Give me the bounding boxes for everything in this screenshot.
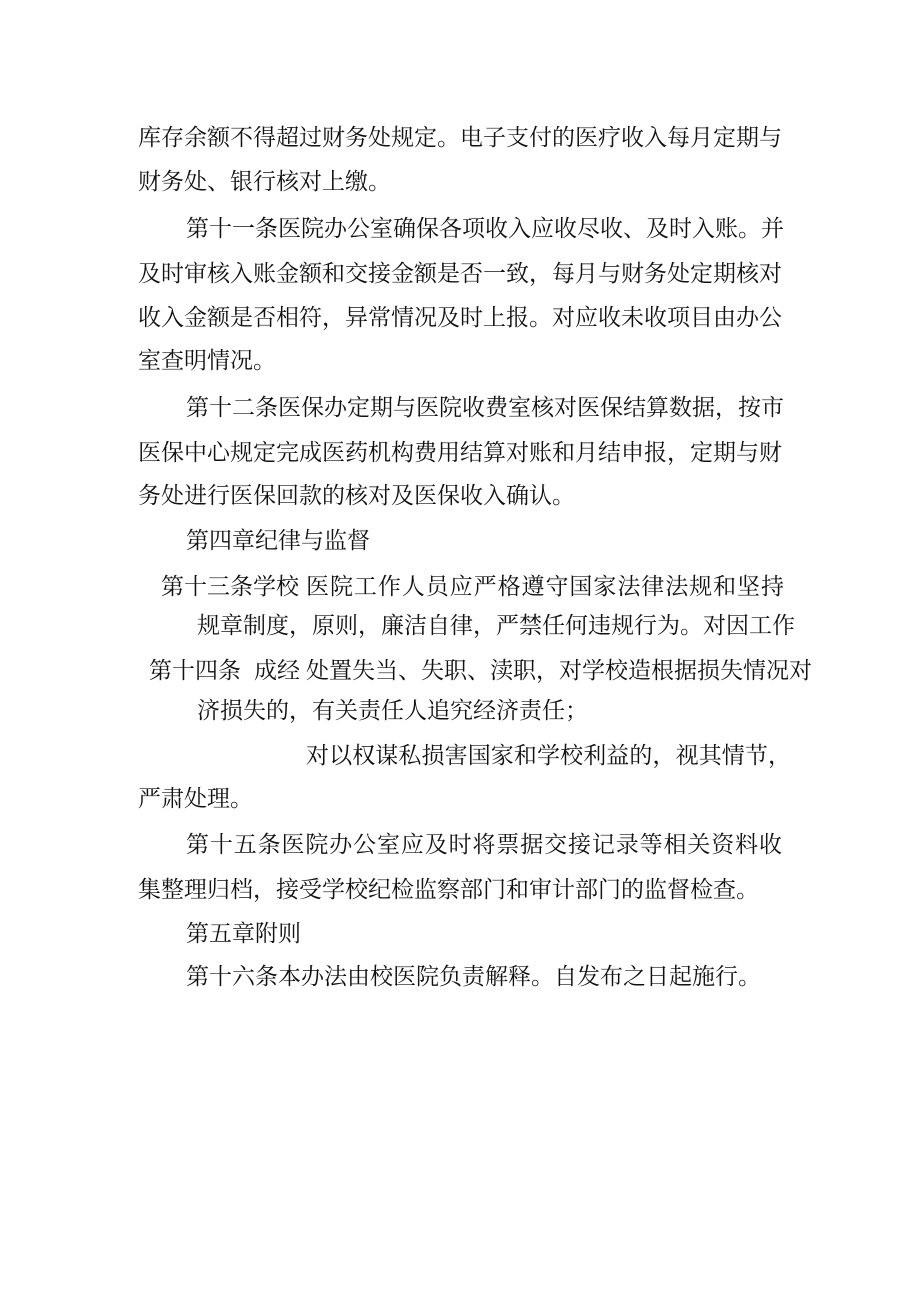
text-line: 室查明情况。 [138, 348, 276, 374]
chapter-heading: 第四章纪律与监督 [186, 528, 370, 554]
chapter-heading: 第五章附则 [186, 921, 301, 947]
text-line: 第十二条医保办定期与医院收费室核对医保结算数据，按市 [186, 395, 784, 421]
article-label: 第十三条学校 [161, 574, 299, 600]
text-line: 对以权谋私损害国家和学校利益的，视其情节， [306, 743, 791, 769]
text-line: 及时审核入账金额和交接金额是否一致，每月与财务处定期核对 [138, 261, 782, 287]
text-line: 成经 [254, 658, 300, 684]
text-line: 第十一条医院办公室确保各项收入应收尽收、及时入账。并 [186, 216, 784, 242]
text-line: 第十五条医院办公室应及时将票据交接记录等相关资料收 [186, 832, 782, 858]
text-line: 处置失当、失职、渎职，对学校造根据损失情况对 [306, 658, 812, 684]
text-line: 医保中心规定完成医药机构费用结算对账和月结申报，定期与财 [138, 440, 782, 466]
article-label: 第十四条 [149, 658, 241, 684]
text-line: 库存余额不得超过财务处规定。电子支付的医疗收入每月定期与 [138, 125, 782, 151]
text-line: 集整理归档，接受学校纪检监察部门和审计部门的监督检查。 [138, 877, 759, 903]
text-line: 济损失的，有关责任人追究经济责任； [197, 698, 588, 724]
text-line: 规章制度，原则，廉洁自律，严禁任何违规行为。对因工作 [197, 613, 795, 639]
text-line: 医院工作人员应严格遵守国家法律法规和坚持 [306, 574, 784, 600]
text-line: 务处进行医保回款的核对及医保收入确认。 [138, 483, 575, 509]
text-line: 财务处、银行核对上缴。 [138, 169, 391, 195]
text-line: 第十六条本办法由校医院负责解释。自发布之日起施行。 [186, 964, 761, 990]
text-line: 收入金额是否相符，异常情况及时上报。对应收未收项目由办公 [138, 305, 782, 331]
text-line: 严肃处理。 [138, 786, 253, 812]
